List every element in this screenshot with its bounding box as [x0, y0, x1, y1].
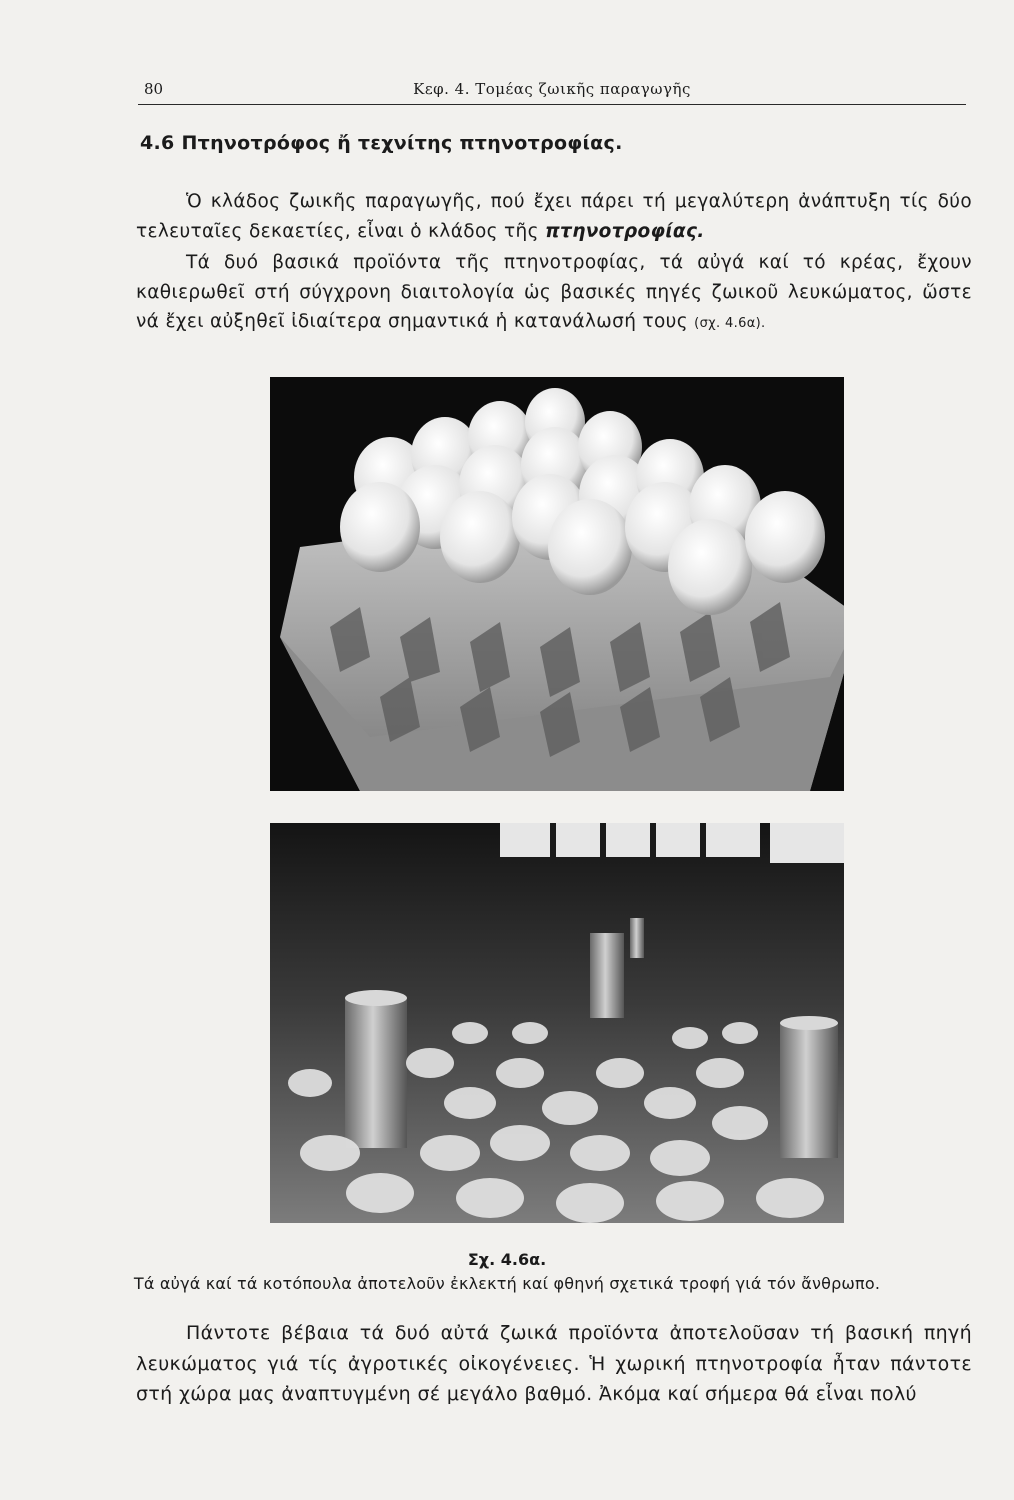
paragraph-products-text: Τά δυό βασικά προϊόντα τῆς πτηνοτροφίας, τά αὐγά καί τό κρέας, ἔχουν καθιερωθεῖ στή σύγχρονη διαιτολογία ὡς βασικές πηγές ζωικοῦ λευκώματος, ὥστε νά ἔχει αὐξηθεῖ ἰδιαίτερα σημαντικά ἡ κατανάλωσή τους — [136, 252, 972, 332]
figure-label: Σχ. 4.6α. — [467, 1250, 547, 1269]
chapter-title: Κεφ. 4. Τομέας ζωικῆς παραγωγῆς — [413, 80, 691, 98]
paragraph-products — [136, 248, 972, 339]
poultry-house-illustration — [270, 823, 844, 1223]
paragraph-intro-emphasis: πτηνοτροφίας. — [545, 220, 705, 242]
paragraph-rural-poultry-text: Πάντοτε βέβαια τά δυό αὐτά ζωικά προϊόντα ἀποτελοῦσαν τή βασική πηγή λευκώματος γιά τίς ἀγροτικές οἰκογένειες. Ἡ χωρική πτηνοτροφία ἦταν πάντοτε στή χώρα μας ἀναπτυγμένη σέ μεγάλο βαθμό. Ἀκόμα καί σήμερα θά εἶναι πολύ — [136, 1322, 972, 1405]
figure-reference: (σχ. 4.6α). — [694, 316, 766, 331]
eggs-tray-illustration — [270, 377, 844, 791]
figure-caption: Τά αὐγά καί τά κοτόπουλα ἀποτελοῦν ἐκλεκτή καί φθηνή σχετικά τροφή γιά τόν ἄνθρωπο. — [133, 1274, 881, 1293]
poultry-house-photo — [270, 823, 844, 1223]
running-head — [138, 78, 966, 105]
section-heading: 4.6 Πτηνοτρόφος ἤ τεχνίτης πτηνοτροφίας. — [140, 132, 623, 154]
paragraph-intro — [136, 187, 972, 246]
paragraph-intro-text: Ὁ κλάδος ζωικῆς παραγωγῆς, πού ἔχει πάρει τή μεγαλύτερη ἀνάπτυξη τίς δύο τελευταῖες δεκαετίες, εἶναι ὁ κλάδος τῆς — [136, 191, 972, 242]
eggs-tray-photo — [270, 377, 844, 791]
paragraph-rural-poultry — [136, 1318, 972, 1410]
page-number: 80 — [144, 80, 164, 98]
